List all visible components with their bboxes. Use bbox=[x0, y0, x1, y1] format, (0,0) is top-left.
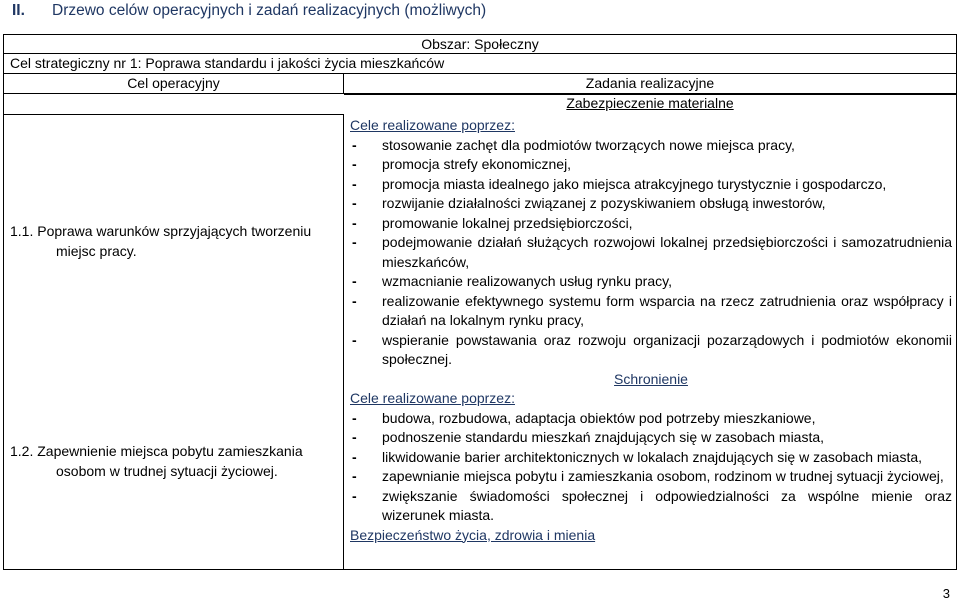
list-item: - promocja miasta idealnego jako miejsca atrakcyjnego turystycznie i gospodarczo, bbox=[350, 175, 952, 195]
list-item: - promowanie lokalnej przedsiębiorczości, bbox=[350, 214, 952, 234]
list-item: - rozwijanie działalności związanej z pozyskiwaniem obsługą inwestorów, bbox=[350, 194, 952, 214]
goal-text-line1: Zapewnienie miejsca pobytu zamieszkania bbox=[37, 443, 303, 459]
list-item: - budowa, rozbudowa, adaptacja obiektów pod potrzeby mieszkaniowe, bbox=[350, 409, 952, 429]
column-header-row bbox=[4, 74, 956, 94]
block2-label: Cele realizowane poprzez: bbox=[350, 390, 515, 406]
list-item: - podejmowanie działań służących rozwojowi lokalnej przedsiębiorczości i samozatrudnienia mieszkańców, bbox=[350, 233, 952, 272]
col-tasks-header: Zadania realizacyjne bbox=[585, 75, 715, 91]
list-item: - podnoszenie standardu mieszkań znajdujących się w zasobach miasta, bbox=[350, 428, 952, 448]
strategic-goal-label: Cel strategiczny nr 1: Poprawa standardu i jakości życia mieszkańców bbox=[10, 55, 445, 71]
section-heading bbox=[12, 2, 486, 20]
block1-subhead: Zabezpieczenie materialne bbox=[566, 95, 734, 111]
goal-number: 1.1. bbox=[10, 223, 34, 239]
area-label: Obszar: Społeczny bbox=[421, 36, 539, 52]
list-item: - promocja strefy ekonomicznej, bbox=[350, 155, 952, 175]
block1-list bbox=[350, 136, 952, 370]
list-item: - zwiększanie świadomości społecznej i odpowiedzialności za wspólne mienie oraz wizerunek miasta. bbox=[350, 487, 952, 526]
operational-goal-2 bbox=[10, 441, 340, 481]
block2-subhead: Schronienie bbox=[614, 370, 688, 387]
goal-text-line1: Poprawa warunków sprzyjających tworzeniu bbox=[37, 223, 312, 239]
list-item: - likwidowanie barier architektonicznych w lokalach znajdujących się w zasobach miasta, bbox=[350, 448, 952, 468]
divider bbox=[4, 114, 344, 115]
divider bbox=[344, 94, 956, 95]
block1-subhead-row bbox=[4, 94, 956, 114]
col-operational-header: Cel operacyjny bbox=[4, 74, 344, 93]
list-item: - realizowanie efektywnego systemu form wsparcia na rzecz zatrudnienia oraz współpracy i działań na lokalnym rynku pracy, bbox=[350, 292, 952, 331]
goals-table bbox=[3, 34, 957, 570]
operational-goal-1 bbox=[10, 221, 340, 261]
block2-list bbox=[350, 409, 952, 526]
section-number: II. bbox=[12, 2, 25, 19]
list-item: - wspieranie powstawania oraz rozwoju organizacji pozarządowych i podmiotów ekonomii społecznej. bbox=[350, 331, 952, 370]
list-item: - zapewnianie miejsca pobytu i zamieszkania osobom, rodzinom w trudnej sytuacji życiowej, bbox=[350, 467, 952, 487]
goal-text-line2: miejsc pracy. bbox=[56, 243, 137, 259]
goal-number: 1.2. bbox=[10, 443, 34, 459]
operational-goals-column bbox=[4, 114, 344, 569]
goal-text-line2: osobom w trudnej sytuacji życiowej. bbox=[56, 463, 278, 479]
area-row bbox=[4, 35, 956, 54]
section-title: Drzewo celów operacyjnych i zadań realizacyjnych (możliwych) bbox=[52, 2, 487, 19]
block3-subhead: Bezpieczeństwo życia, zdrowia i mienia bbox=[350, 526, 596, 543]
page-number: 3 bbox=[942, 586, 950, 601]
list-item: - wzmacnianie realizowanych usług rynku pracy, bbox=[350, 272, 952, 292]
list-item: - stosowanie zachęt dla podmiotów tworzących nowe miejsca pracy, bbox=[350, 136, 952, 156]
tasks-column bbox=[350, 116, 952, 545]
strategic-goal-row bbox=[4, 54, 956, 74]
block1-label: Cele realizowane poprzez: bbox=[350, 117, 515, 133]
